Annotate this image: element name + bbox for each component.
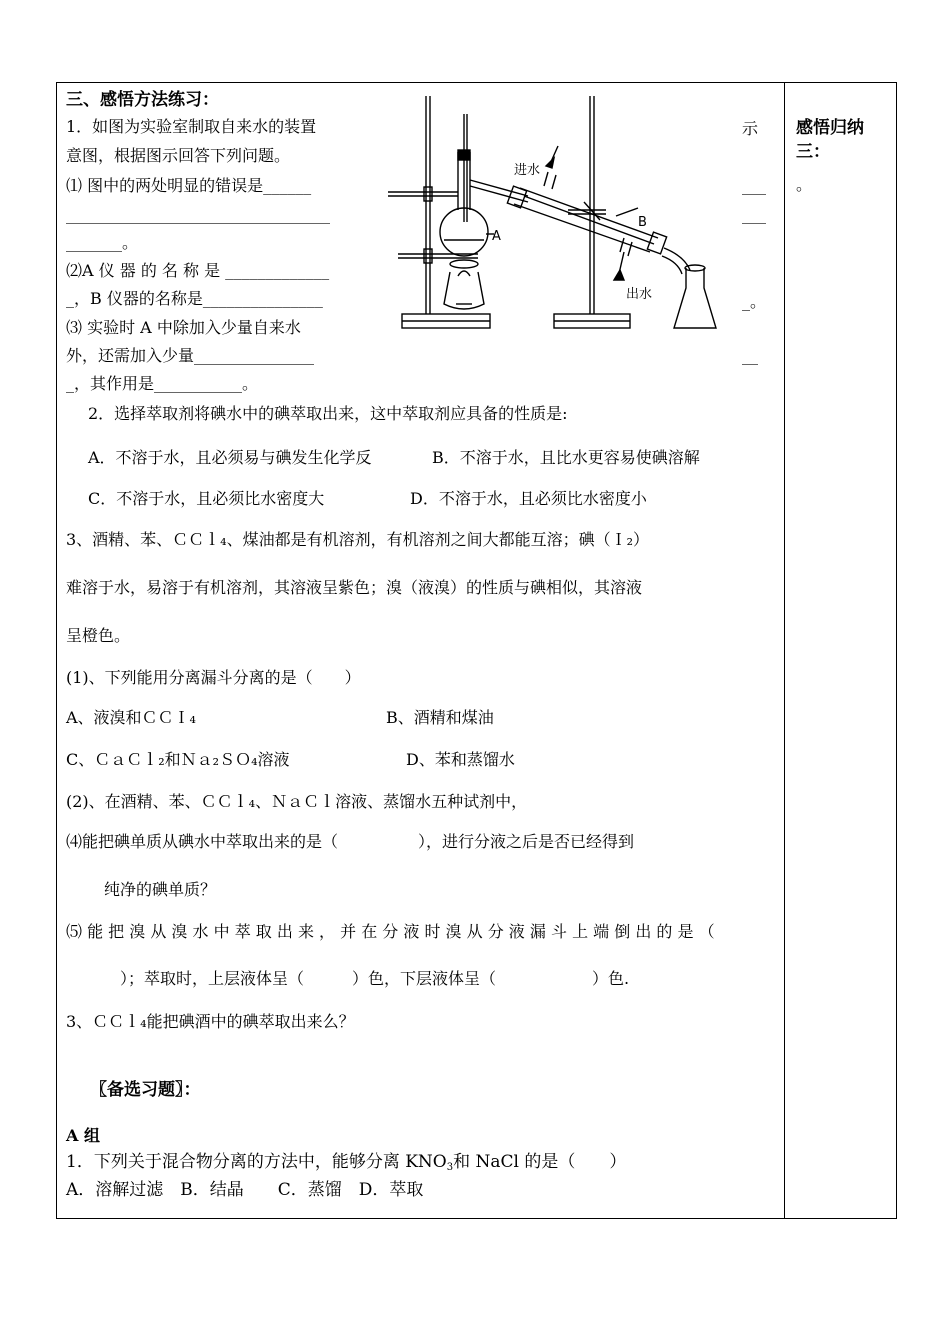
q3-sub1-option-b: B、酒精和煤油 [386, 708, 494, 727]
q1-part1-line-a: ⑴ 图中的两处明显的错误是______ [66, 176, 312, 195]
section-heading: 三、感悟方法练习： [66, 90, 219, 110]
q2-option-d: D．不溶于水，且必须比水密度小 [410, 489, 647, 508]
q3-sub2-a-line2: 纯净的碘单质？ [104, 880, 217, 899]
q2-stem: 2．选择萃取剂将碘水中的碘萃取出来，这中萃取剂应具备的性质是: [88, 404, 568, 423]
q2-option-c: C．不溶于水，且必须比水密度大 [88, 489, 325, 508]
q1-line2: 意图，根据图示回答下列问题。 [66, 146, 291, 165]
fragment-blank-3: _。 [742, 292, 767, 311]
fragment-blank-4: __ [742, 346, 758, 365]
q3-line2: 难溶于水，易溶于有机溶剂，其溶液呈紫色；溴（液溴）的性质与碘相似，其溶液 [66, 578, 643, 597]
q3-sub1-option-d: D、苯和蒸馏水 [406, 750, 515, 769]
receiving-flask [674, 268, 716, 328]
fragment-blank-2: ___ [742, 205, 766, 224]
q1-part3-line-c: _，其作用是___________。 [66, 374, 259, 393]
label-water-out: 出水 [626, 287, 653, 302]
label-b: B [638, 215, 647, 230]
q3-line3: 呈橙色。 [66, 626, 131, 645]
q1-line1: 1．如图为实验室制取自来水的装置 [66, 117, 317, 136]
q3-sub2: (2)、在酒精、苯、ＣＣｌ₄、ＮａＣｌ溶液、蒸馏水五种试剂中， [66, 792, 528, 811]
q2-option-b: B．不溶于水，且比水更容易使碘溶解 [432, 448, 700, 467]
q3-sub2-b-line2: ）；萃取时，上层液体呈（ ）色，下层液体呈（ ）色. [120, 969, 630, 988]
group-a-label: A 组 [66, 1126, 100, 1145]
fragment-blank-1: ___ [742, 176, 766, 195]
q1-part1-line-c: _______。 [66, 233, 139, 252]
q3-sub1: (1)、下列能用分离漏斗分离的是（ ） [66, 668, 361, 687]
optional-q1-options: A．溶解过滤 B．结晶 C．蒸馏 D．萃取 [66, 1180, 424, 1200]
q1-part1-line-b: _________________________________ [66, 205, 330, 224]
label-a: A [492, 229, 501, 244]
sidebar-note: 。 [796, 175, 813, 194]
q3-sub3: 3、ＣＣｌ₄能把碘酒中的碘萃取出来么？ [66, 1012, 355, 1031]
q3-sub2-a-line1: ⑷能把碘单质从碘水中萃取出来的是（ ），进行分液之后是否已经得到 [66, 832, 635, 851]
q3-line1: 3、酒精、苯、ＣＣｌ₄、煤油都是有机溶剂，有机溶剂之间大都能互溶；碘（Ｉ₂） [66, 530, 650, 549]
q3-sub1-option-a: A、液溴和ＣＣＩ₄ [66, 708, 196, 727]
label-water-in: 进水 [514, 163, 541, 178]
q3-sub2-b-line1: ⑸ 能 把 溴 从 溴 水 中 萃 取 出 来 ， 并 在 分 液 时 溴 从 分 液 漏 斗 上 端 倒 出 的 是 （ [66, 922, 715, 941]
q1-part2-line-b: _，B 仪器的名称是_______________ [66, 289, 323, 308]
q1-part2-line-a: ⑵A 仪 器 的 名 称 是 _____________ [66, 261, 330, 280]
q1-part3-line-a: ⑶ 实验时 A 中除加入少量自来水 [66, 318, 301, 337]
q3-sub1-option-c: C、ＣａＣｌ₂和Ｎａ₂ＳＯ₄溶液 [66, 750, 290, 769]
optional-q1: 1．下列关于混合物分离的方法中，能够分离 $KNO_3$和 NaCl 的是（ ） [66, 1152, 627, 1173]
optional-heading: 〖备选习题〗： [90, 1080, 201, 1100]
sidebar-title: 感悟归纳三： [796, 118, 864, 162]
q2-option-a: A．不溶于水，且必须易与碘发生化学反 [88, 448, 372, 467]
q1-part3-line-b: 外，还需加入少量_______________ [66, 346, 315, 365]
fragment-shi: 示 [742, 119, 759, 138]
distillation-apparatus-diagram [388, 92, 728, 342]
column-divider [784, 82, 785, 1219]
